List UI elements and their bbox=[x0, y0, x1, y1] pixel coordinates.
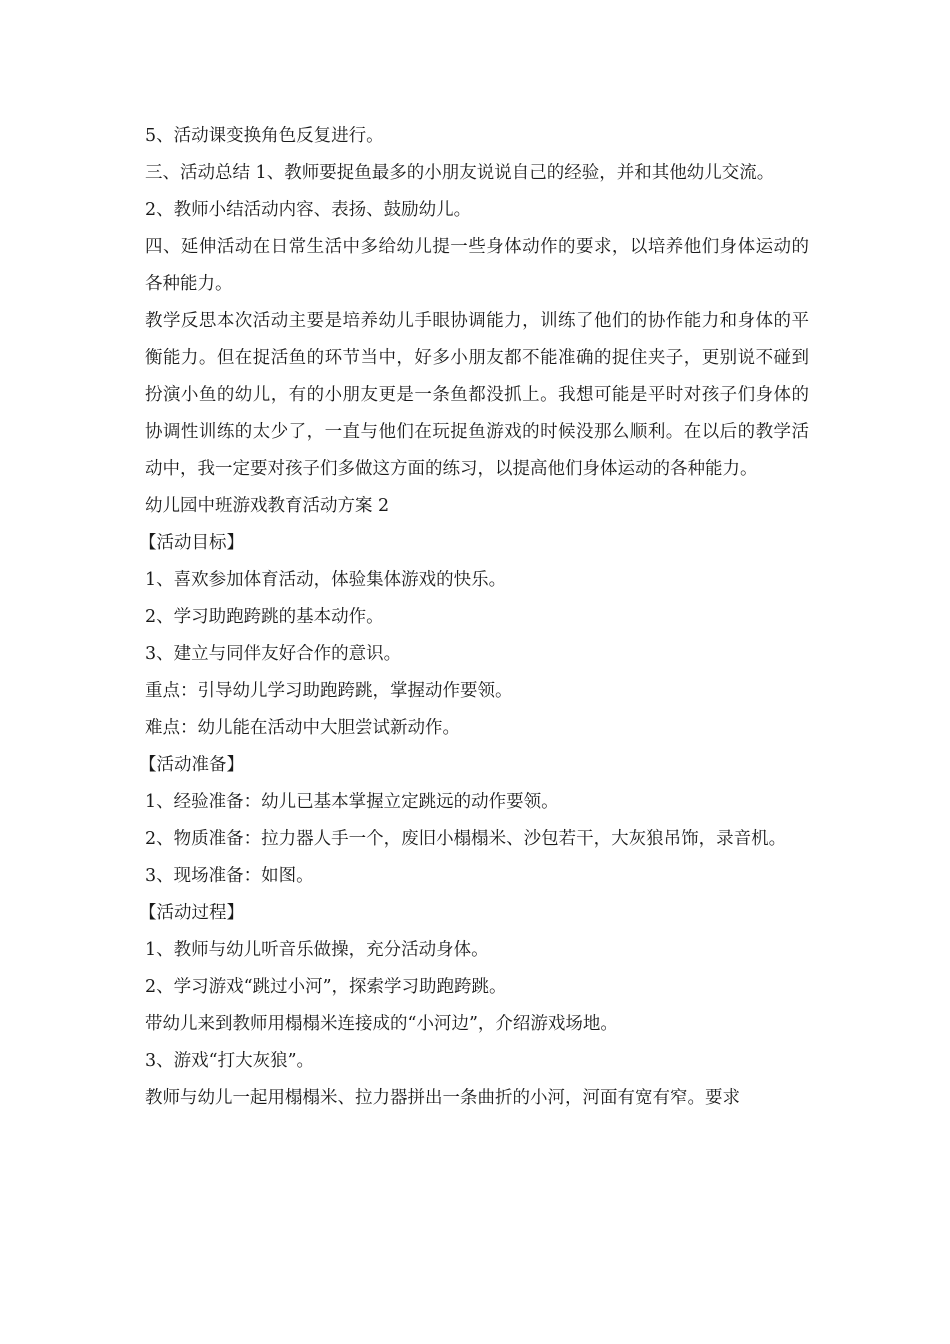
paragraph: 带幼儿来到教师用榻榻米连接成的“小河边”，介绍游戏场地。 bbox=[145, 1014, 618, 1034]
paragraph: 3、建立与同伴友好合作的意识。 bbox=[145, 644, 402, 664]
section-heading: 【活动过程】 bbox=[139, 903, 244, 923]
paragraph: 5、活动课变换角色反复进行。 bbox=[145, 126, 384, 146]
paragraph: 2、学习助跑跨跳的基本动作。 bbox=[145, 607, 384, 627]
paragraph: 教师与幼儿一起用榻榻米、拉力器拼出一条曲折的小河，河面有宽有窄。要求 bbox=[145, 1088, 740, 1108]
paragraph: 四、延伸活动在日常生活中多给幼儿提一些身体动作的要求，以培养他们身体运动的各种能力。 bbox=[145, 237, 809, 294]
section-heading: 【活动准备】 bbox=[139, 755, 244, 775]
paragraph: 1、教师与幼儿听音乐做操，充分活动身体。 bbox=[145, 940, 489, 960]
document-body bbox=[139, 118, 809, 1117]
paragraph: 难点：幼儿能在活动中大胆尝试新动作。 bbox=[145, 718, 460, 738]
section-title: 幼儿园中班游戏教育活动方案 2 bbox=[145, 496, 390, 516]
paragraph: 3、游戏“打大灰狼”。 bbox=[145, 1051, 315, 1071]
paragraph: 三、活动总结 1、教师要捉鱼最多的小朋友说说自己的经验，并和其他幼儿交流。 bbox=[145, 163, 775, 183]
section-heading: 【活动目标】 bbox=[139, 533, 244, 553]
paragraph: 1、喜欢参加体育活动，体验集体游戏的快乐。 bbox=[145, 570, 507, 590]
paragraph: 重点：引导幼儿学习助跑跨跳，掌握动作要领。 bbox=[145, 681, 513, 701]
paragraph: 3、现场准备：如图。 bbox=[145, 866, 314, 886]
paragraph: 教学反思本次活动主要是培养幼儿手眼协调能力，训练了他们的协作能力和身体的平衡能力。但在捉活鱼的环节当中，好多小朋友都不能准确的捉住夹子，更别说不碰到扮演小鱼的幼儿，有的小朋友更是一条鱼都没抓上。我想可能是平时对孩子们身体的协调性训练的太少了，一直与他们在玩捉鱼游戏的时候没那么顺利。在以后的教学活动中，我一定要对孩子们多做这方面的练习，以提高他们身体运动的各种能力。 bbox=[145, 311, 809, 479]
paragraph: 1、经验准备：幼儿已基本掌握立定跳远的动作要领。 bbox=[145, 792, 559, 812]
paragraph: 2、教师小结活动内容、表扬、鼓励幼儿。 bbox=[145, 200, 472, 220]
paragraph: 2、学习游戏“跳过小河”，探索学习助跑跨跳。 bbox=[145, 977, 507, 997]
paragraph: 2、物质准备：拉力器人手一个，废旧小榻榻米、沙包若干，大灰狼吊饰，录音机。 bbox=[145, 829, 787, 849]
